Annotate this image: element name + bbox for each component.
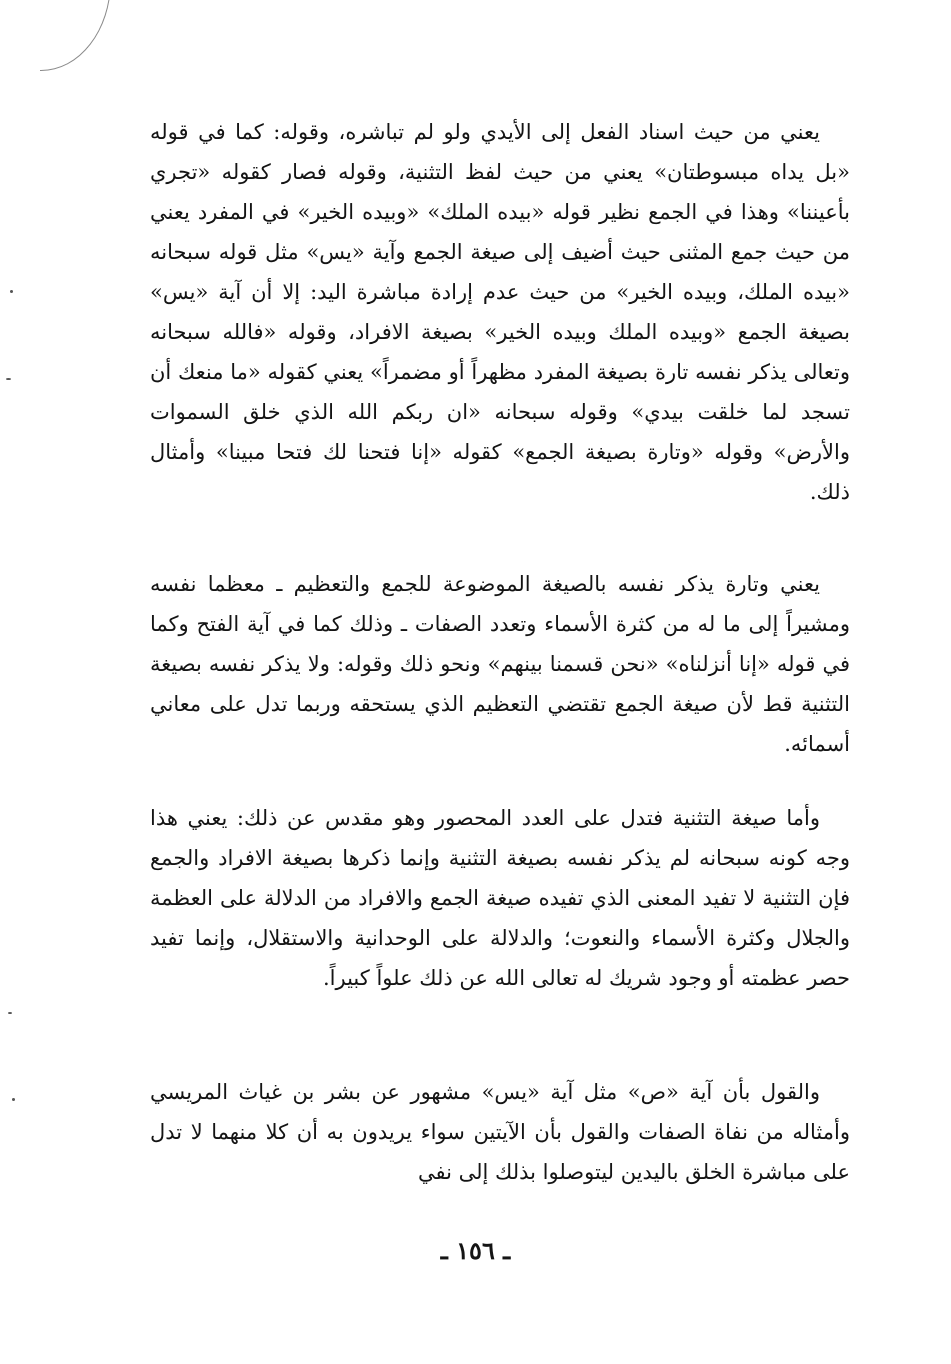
scan-speck — [12, 1098, 15, 1101]
paragraph: وأما صيغة التثنية فتدل على العدد المحصور وهو مقدس عن ذلك: يعني هذا وجه كونه سبحانه لم يذكر نفسه بصيغة التثنية وإنما ذكرها بصيغة الافراد والجمع فإن التثنية لا تفيد المعنى الذي تفيده صيغة الجمع والافراد من الدلالة على العظمة والجلال وكثرة الأسماء والنعوت؛ والدلالة على الوحدانية والاستقلال، وإنما تفيد حصر عظمته أو وجود شريك له تعالى الله عن ذلك علواً كبيراً. — [150, 806, 850, 990]
paragraph: يعني وتارة يذكر نفسه بالصيغة الموضوعة للجمع والتعظيم ـ معظما نفسه ومشيراً إلى ما له من كثرة الأسماء وتعدد الصفات ـ وذلك كما في آية الفتح وكما في قوله «إنا أنزلناه» «نحن قسمنا بينهم» ونحو ذلك وقوله: ولا يذكر نفسه بصيغة التثنية قط لأن صيغة الجمع تقتضي التعظيم الذي يستحقه وربما تدل على معاني أسمائه. — [150, 572, 850, 756]
scan-speck — [10, 290, 13, 293]
paragraph: والقول بأن آية «ص» مثل آية «يس» مشهور عن بشر بن غياث المريسي وأمثاله من نفاة الصفات والقول بأن الآيتين سواء يريدون به أن كلا منهما لا تدل على مباشرة الخلق باليدين ليتوصلوا بذلك إلى نفي — [150, 1080, 850, 1184]
paragraph: يعني من حيث اسناد الفعل إلى الأيدي ولو لم تباشره، وقوله: كما في قوله «بل يداه مبسوطتان» يعني من حيث لفظ التثنية، وقوله فصار كقوله «تجري بأعيننا» وهذا في الجمع نظير قوله «بيده الملك» «وبيده الخير» في المفرد يعني من حيث جمع المثنى حيث أضيف إلى صيغة الجمع وآية «يس» مثل قوله سبحانه «بيده الملك، وبيده الخير» من حيث عدم إرادة مباشرة اليد: إلا أن آية «يس» بصيغة الجمع «وبيده الملك وبيده الخير» بصيغة الافراد، وقوله «فالله سبحانه وتعالى يذكر نفسه تارة بصيغة المفرد مظهراً أو مضمراً» يعني كقوله «ما منعك أن تسجد لما خلقت بيدي» وقوله سبحانه «ان ربكم الله الذي خلق السموات والأرض» وقوله «وتارة بصيغة الجمع» كقوله «إنا فتحنا لك فتحا مبينا» وأمثال ذلك. — [150, 120, 850, 504]
scan-edge-mark — [40, 0, 111, 71]
page-number: ـ ١٥٦ ـ — [440, 1236, 511, 1265]
scan-speck — [8, 1012, 12, 1014]
scan-speck — [6, 378, 11, 380]
